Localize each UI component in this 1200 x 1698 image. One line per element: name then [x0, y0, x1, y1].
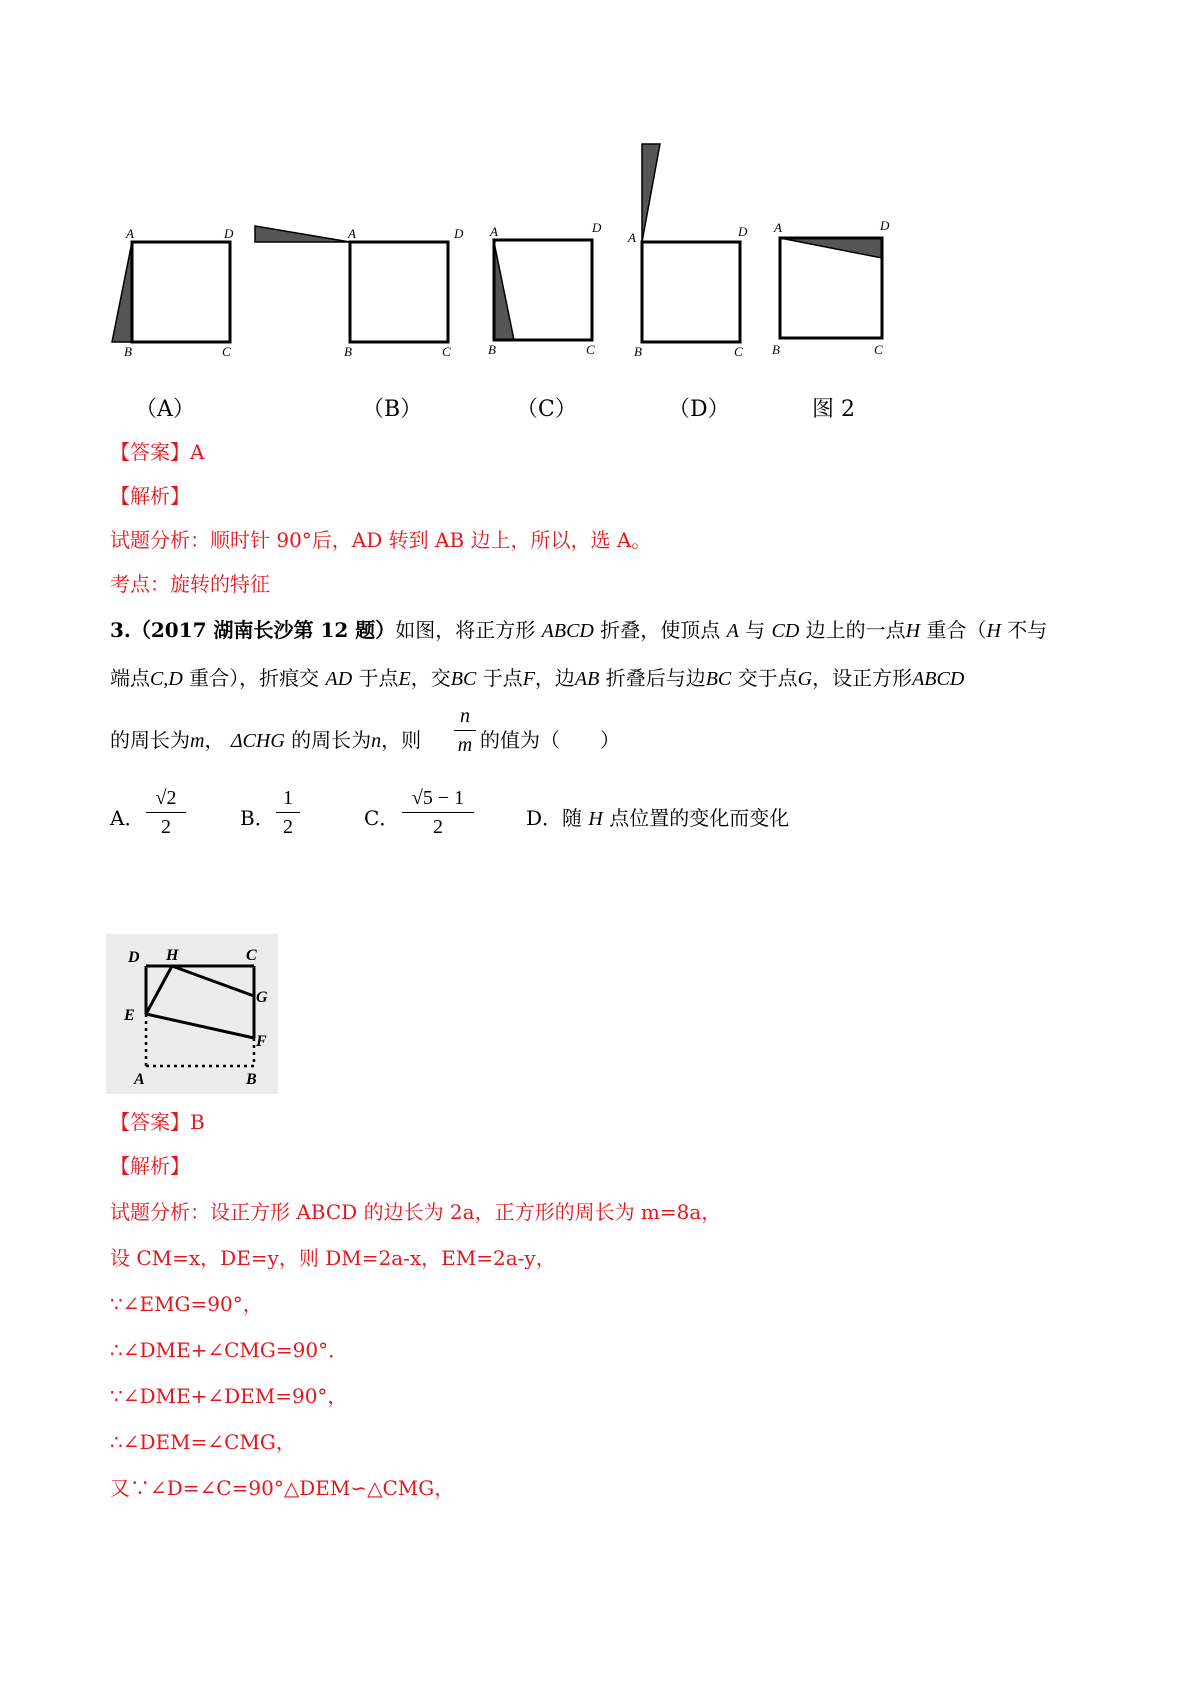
- svg-text:E: E: [124, 1007, 135, 1024]
- figure-b: [255, 226, 464, 359]
- svg-text:B: B: [634, 344, 642, 359]
- q3-option-b-label: B．: [240, 806, 275, 830]
- q3-math: AB: [574, 668, 600, 690]
- q3-text: 折叠，使顶点: [600, 618, 721, 642]
- figure-2: [772, 218, 890, 357]
- q3-math: CD: [771, 620, 800, 642]
- q2-kaodian: 考点：旋转的特征: [110, 572, 270, 596]
- q2-answer: 【答案】A: [110, 440, 205, 464]
- q3-math: A: [726, 620, 739, 642]
- q3-step-7: 又∵∠D=∠C=90°△DEM∽△CMG，: [110, 1476, 455, 1500]
- q3-math: C,D: [150, 668, 183, 690]
- q3-text: 的周长为: [291, 728, 372, 752]
- q3-text: ，设正方形: [812, 666, 913, 690]
- svg-text:A: A: [134, 1071, 145, 1088]
- figure-a: [112, 226, 234, 359]
- q3-stem-line1: [110, 616, 1047, 645]
- q3-text: 边上的一点: [805, 618, 906, 642]
- svg-text:C: C: [222, 344, 231, 359]
- svg-text:C: C: [586, 342, 595, 357]
- q3-math: H: [905, 620, 921, 642]
- q3-text: 于点: [358, 666, 399, 690]
- q3-option-a-label: A．: [110, 806, 145, 830]
- q3-stem-line3: [110, 726, 421, 755]
- q3-math: ABCD: [541, 620, 594, 642]
- q3-option-c-value: [402, 786, 474, 839]
- fraction-numerator: n: [460, 705, 470, 727]
- q3-math: BC: [705, 668, 732, 690]
- q3-text: 端点: [110, 666, 150, 690]
- q3-text: 交于点: [737, 666, 798, 690]
- svg-text:D: D: [128, 949, 140, 966]
- q3-math: m: [190, 730, 205, 752]
- svg-text:B: B: [246, 1071, 257, 1088]
- q3-math: G: [797, 668, 813, 690]
- q3-text: 重合），折痕交: [189, 666, 320, 690]
- q3-option-d-text: 点位置的变化而变化: [609, 806, 790, 830]
- fraction-denominator: 2: [433, 816, 443, 838]
- caption-c: （C）: [516, 397, 577, 422]
- svg-text:C: C: [442, 344, 451, 359]
- q3-text: ，交: [410, 666, 451, 690]
- fraction-bar: [454, 730, 476, 731]
- svg-text:A: A: [126, 226, 134, 241]
- svg-text:C: C: [246, 947, 257, 964]
- svg-text:B: B: [488, 342, 496, 357]
- svg-text:A: A: [774, 220, 782, 235]
- svg-text:B: B: [124, 344, 132, 359]
- q3-option-d-label: D．随: [526, 806, 583, 830]
- fraction-bar: [146, 812, 186, 813]
- q3-step-1: 试题分析：设正方形 ABCD 的边长为 2a，正方形的周长为 m=8a，: [110, 1200, 722, 1224]
- q3-source: （2017 湖南长沙第 12 题）: [130, 618, 396, 642]
- folding-figure: [106, 934, 278, 1094]
- q3-text: ，则: [381, 728, 422, 752]
- svg-text:B: B: [344, 344, 352, 359]
- fraction-numerator: √5 − 1: [411, 787, 465, 809]
- svg-text:F: F: [256, 1033, 267, 1050]
- q3-fraction-n-over-m: [454, 704, 476, 757]
- q3-text: 的周长为: [110, 728, 190, 752]
- q3-text: 与: [745, 618, 766, 642]
- caption-a: （A）: [135, 397, 195, 422]
- q3-math: BC: [450, 668, 477, 690]
- q3-step-3: ∵∠EMG=90°，: [110, 1292, 263, 1316]
- figure-d: [627, 144, 748, 359]
- q3-stem-line2: [110, 664, 964, 693]
- q3-text: 折叠后与边: [605, 666, 706, 690]
- q2-analysis: 试题分析：顺时针 90°后，AD 转到 AB 边上，所以，选 A。: [110, 528, 652, 552]
- svg-text:A: A: [348, 226, 356, 241]
- q2-analysis-title: 【解析】: [110, 484, 190, 508]
- svg-text:A: A: [628, 230, 636, 245]
- caption-d: （D）: [668, 397, 730, 422]
- q3-text: 于点: [482, 666, 523, 690]
- q3-math: E: [398, 668, 411, 690]
- q3-option-c-label: C．: [364, 806, 400, 830]
- svg-text:D: D: [738, 224, 748, 239]
- q3-math: ΔCHG: [230, 730, 285, 752]
- fraction-bar: [276, 812, 300, 813]
- q3-math: n: [371, 730, 382, 752]
- fraction-denominator: 2: [283, 816, 293, 838]
- q3-step-5: ∵∠DME+∠DEM=90°，: [110, 1384, 348, 1408]
- q3-math: ABCD: [912, 668, 965, 690]
- q3-text: ，: [204, 728, 225, 752]
- caption-fig2: 图 2: [812, 397, 855, 422]
- q3-option-a-value: [146, 786, 186, 839]
- q3-text: 不与: [1007, 618, 1048, 642]
- fraction-bar: [402, 812, 474, 813]
- svg-text:C: C: [734, 344, 743, 359]
- q3-math: AD: [325, 668, 353, 690]
- fraction-numerator: 1: [283, 787, 293, 809]
- fraction-numerator: √2: [155, 787, 177, 809]
- q3-stem-line3-tail: 的值为（ ）: [480, 728, 620, 752]
- q3-text: 如图，将正方形: [395, 618, 536, 642]
- q3-step-2: 设 CM=x，DE=y，则 DM=2a-x，EM=2a-y，: [110, 1246, 556, 1270]
- q3-text: 重合（: [926, 618, 987, 642]
- svg-text:B: B: [772, 342, 780, 357]
- svg-text:D: D: [880, 218, 890, 233]
- svg-text:D: D: [592, 220, 602, 235]
- q3-math: F: [522, 668, 535, 690]
- svg-text:H: H: [166, 947, 179, 964]
- q3-number: 3.: [110, 618, 131, 642]
- fraction-denominator: m: [457, 734, 473, 756]
- q3-text: ，边: [534, 666, 575, 690]
- rotation-figure: [100, 140, 1000, 390]
- figure-c: [488, 220, 602, 357]
- q3-answer: 【答案】B: [110, 1110, 205, 1134]
- fraction-denominator: 2: [161, 816, 171, 838]
- caption-b: （B）: [362, 397, 423, 422]
- q3-math: H: [986, 620, 1001, 642]
- q3-step-6: ∴∠DEM=∠CMG，: [110, 1430, 296, 1454]
- svg-text:D: D: [224, 226, 234, 241]
- svg-text:C: C: [874, 342, 883, 357]
- q3-math: H: [588, 808, 603, 830]
- svg-text:G: G: [256, 989, 268, 1006]
- q3-option-b-value: [276, 786, 300, 839]
- q3-step-4: ∴∠DME+∠CMG=90°．: [110, 1338, 349, 1362]
- q3-option-d: [526, 804, 789, 833]
- svg-text:A: A: [490, 224, 498, 239]
- q3-analysis-title: 【解析】: [110, 1154, 190, 1178]
- svg-text:D: D: [454, 226, 464, 241]
